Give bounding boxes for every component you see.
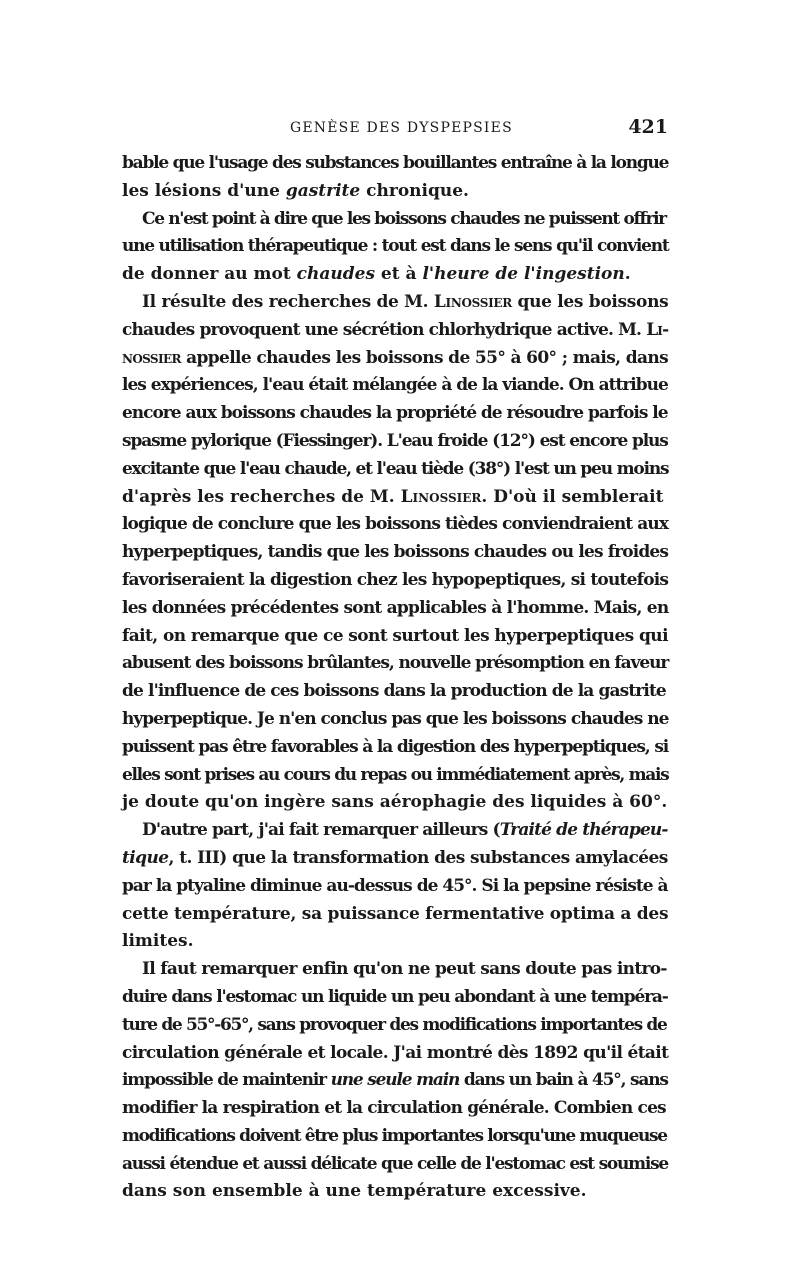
text-line: circulation générale et locale. J'ai montré dès 1892 qu'il était: [122, 1042, 669, 1063]
text-line: limites.: [122, 931, 194, 952]
text-line: hyperpeptiques, tandis que les boissons chaudes ou les froides: [122, 542, 669, 563]
text-line: logique de conclure que les boissons tièdes conviendraient aux: [122, 514, 669, 535]
text-line: favoriseraient la digestion chez les hypopeptiques, si toutefois: [122, 569, 669, 590]
body-text: [122, 150, 668, 1206]
text-line: aussi étendue et aussi délicate que celle de l'estomac est soumise: [122, 1153, 668, 1174]
text-line: les lésions d'une gastrite chronique.: [122, 180, 469, 201]
text-line: par la ptyaline diminue au-dessus de 45°. Si la pepsine résiste à: [122, 875, 668, 896]
page-number: 421: [628, 116, 668, 138]
text-line: modifications doivent être plus importantes lorsqu'une muqueuse: [122, 1125, 667, 1146]
paragraph-first-line: Il faut remarquer enfin qu'on ne peut sans doute pas intro-: [142, 959, 667, 980]
text-line: duire dans l'estomac un liquide un peu abondant à une tempéra-: [122, 986, 668, 1007]
text-line: impossible de maintenir une seule main dans un bain à 45°, sans: [122, 1070, 668, 1091]
text-line: fait, on remarque que ce sont surtout les hyperpeptiques qui: [122, 625, 668, 646]
text-line: bable que l'usage des substances bouillantes entraîne à la longue: [122, 153, 669, 173]
running-head: [122, 116, 668, 144]
text-line: cette température, sa puissance fermentative optima a des: [122, 903, 669, 924]
text-line: encore aux boissons chaudes la propriété de résoudre parfois le: [122, 403, 668, 424]
text-line: hyperpeptique. Je n'en conclus pas que les boissons chaudes ne: [122, 708, 669, 729]
paragraph-first-line: Il résulte des recherches de M. Linossier que les boissons: [142, 291, 669, 312]
text-line: les données précédentes sont applicables à l'homme. Mais, en: [122, 597, 669, 618]
text-line: abusent des boissons brûlantes, nouvelle présomption en faveur: [122, 653, 669, 674]
text-line: je doute qu'on ingère sans aérophagie des liquides à 60°.: [122, 792, 668, 813]
text-line: elles sont prises au cours du repas ou immédiatement après, mais: [122, 764, 669, 785]
text-line: ture de 55°-65°, sans provoquer des modifications importantes de: [122, 1014, 667, 1035]
text-line: de l'influence de ces boissons dans la production de la gastrite: [122, 681, 666, 702]
paragraph-first-line: D'autre part, j'ai fait remarquer ailleurs (Traité de thérapeu-: [142, 820, 668, 841]
text-line: d'après les recherches de M. Linossier. D'où il semblerait: [122, 486, 664, 507]
running-title: GENÈSE DES DYSPEPSIES: [290, 120, 513, 136]
text-line: de donner au mot chaudes et à l'heure de l'ingestion.: [122, 264, 631, 285]
text-line: les expériences, l'eau était mélangée à de la viande. On attribue: [122, 375, 668, 396]
paragraph-first-line: Ce n'est point à dire que les boissons chaudes ne puissent offrir: [142, 208, 666, 229]
text-line: dans son ensemble à une température excessive.: [122, 1181, 587, 1202]
text-line: chaudes provoquent une sécrétion chlorhydrique active. M. Li-: [122, 319, 669, 340]
text-line: modifier la respiration et la circulation générale. Combien ces: [122, 1098, 666, 1119]
text-line: nossier appelle chaudes les boissons de 55° à 60° ; mais, dans: [122, 347, 669, 368]
text-line: excitante que l'eau chaude, et l'eau tiède (38°) l'est un peu moins: [122, 458, 669, 479]
text-line: puissent pas être favorables à la digestion des hyperpeptiques, si: [122, 736, 669, 757]
text-line: spasme pylorique (Fiessinger). L'eau froide (12°) est encore plus: [122, 430, 668, 451]
text-line: tique, t. III) que la transformation des substances amylacées: [122, 847, 668, 868]
text-line: une utilisation thérapeutique : tout est dans le sens qu'il convient: [122, 236, 669, 257]
